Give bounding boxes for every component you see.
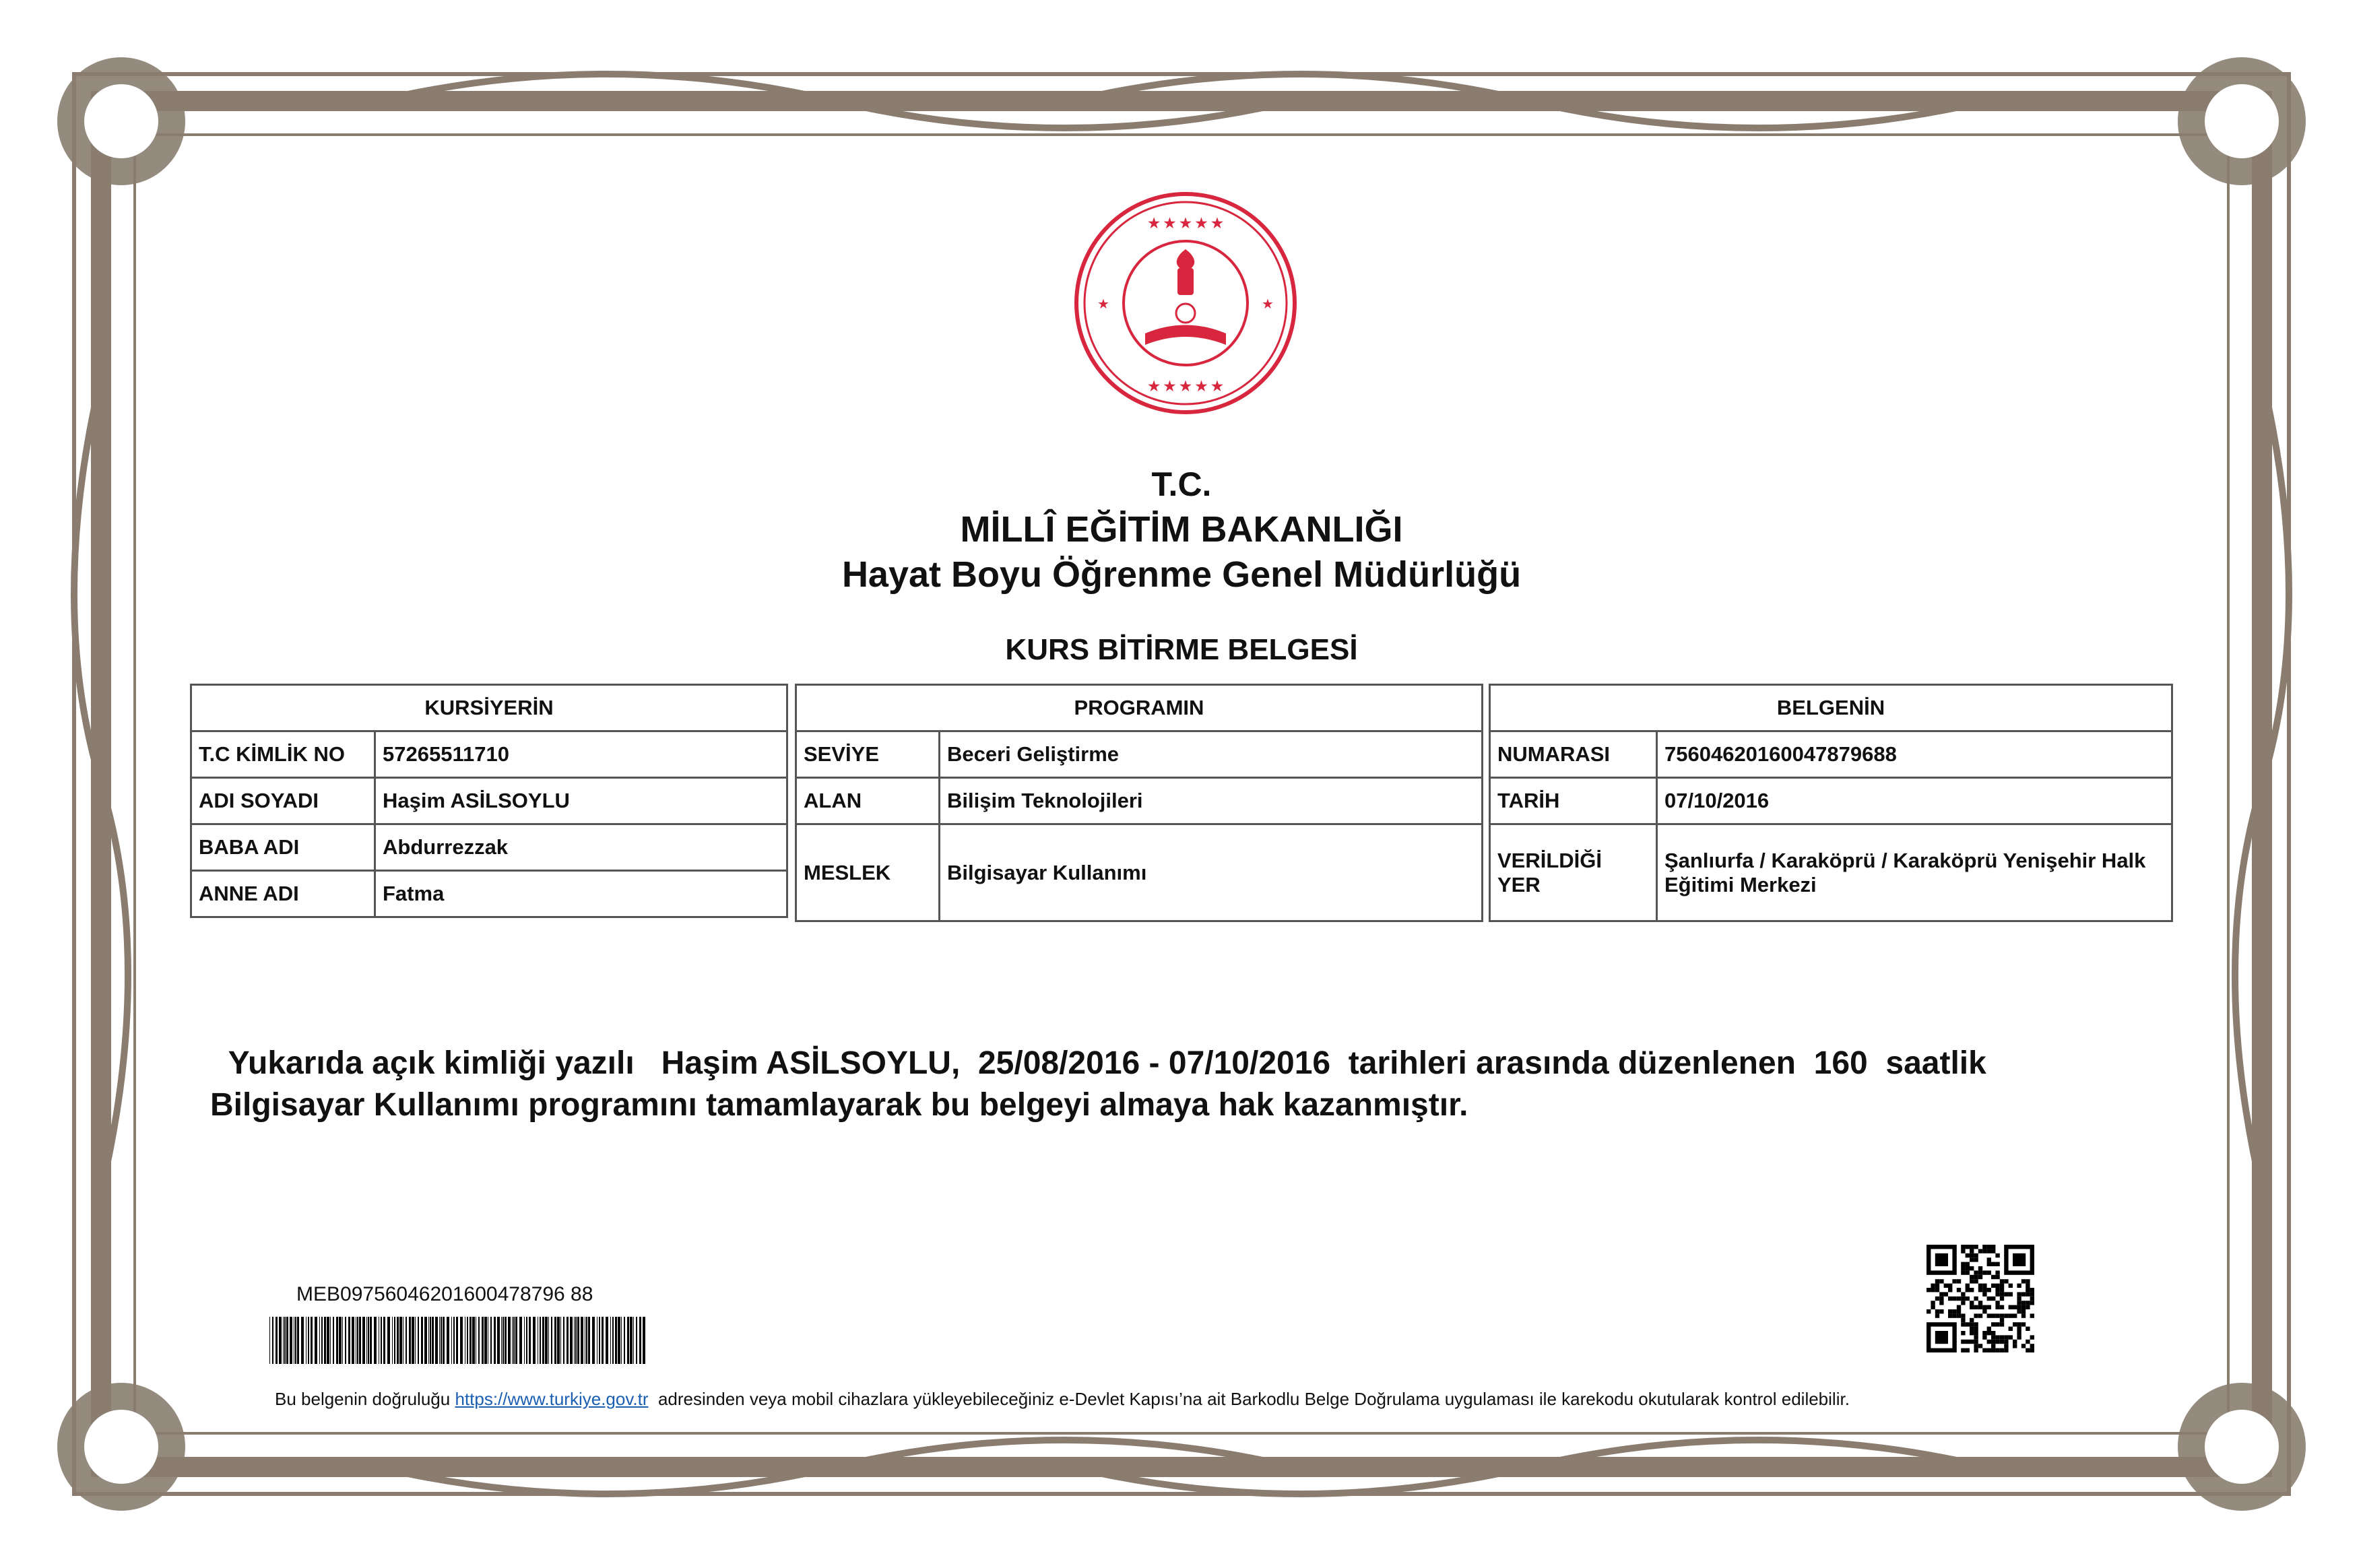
verification-suffix: adresinden veya mobil cihazlara yükleyebileceğiniz e-Devlet Kapısı’na ait Barkodlu Belge Doğrulama uygulaması ile karekodu okutularak kontrol edilebilir. <box>648 1389 1850 1409</box>
certificate-heading: BELGENİN <box>1490 685 2172 731</box>
directorate-name: Hayat Boyu Öğrenme Genel Müdürlüğü <box>841 554 1522 595</box>
level-value: Beceri Geliştirme <box>940 731 1483 778</box>
svg-text:★ ★ ★ ★ ★: ★ ★ ★ ★ ★ <box>1148 379 1223 394</box>
table-row <box>796 778 1483 824</box>
verification-prefix: Bu belgenin doğruluğu <box>275 1389 455 1409</box>
turkiye-gov-link[interactable]: https://www.turkiye.gov.tr <box>455 1389 649 1409</box>
barcode-icon <box>269 1317 647 1364</box>
field-label: VERİLDİĞİ YER <box>1490 824 1657 921</box>
program-table <box>795 684 1483 922</box>
ministry-name: MİLLÎ EĞİTİM BAKANLIĞI <box>960 509 1403 550</box>
svg-text:★: ★ <box>1262 297 1274 312</box>
field-label: NUMARASI <box>1490 731 1657 778</box>
table-row <box>191 824 787 871</box>
tc-id-value: 57265511710 <box>375 731 787 778</box>
certificate-number-value: 75604620160047879688 <box>1657 731 2172 778</box>
svg-text:★ ★ ★ ★ ★: ★ ★ ★ ★ ★ <box>1148 216 1223 231</box>
verification-note <box>275 1389 1850 1410</box>
trainee-table <box>190 684 788 918</box>
table-row <box>191 778 787 824</box>
issued-place-value: Şanlıurfa / Karaköprü / Karaköprü Yenişehir Halk Eğitimi Merkezi <box>1657 824 2172 921</box>
field-value: Bilişim Teknolojileri <box>940 778 1483 824</box>
field-label: ADI SOYADI <box>191 778 375 824</box>
meb-seal-icon <box>1071 189 1300 418</box>
field-label: SEVİYE <box>796 731 940 778</box>
date-value: 07/10/2016 <box>1657 778 2172 824</box>
field-label: ALAN <box>796 778 940 824</box>
table-row <box>191 871 787 917</box>
qr-code-icon <box>1927 1245 2034 1352</box>
father-name-value: Abdurrezzak <box>375 824 787 871</box>
table-row <box>1490 824 2172 921</box>
field-label: T.C KİMLİK NO <box>191 731 375 778</box>
barcode-number: MEB09756046201600478796 88 <box>296 1283 593 1305</box>
name-value: Haşim ASİLSOYLU <box>375 778 787 824</box>
profession-value: Bilgisayar Kullanımı <box>940 824 1483 921</box>
program-heading: PROGRAMIN <box>796 685 1483 731</box>
field-label: BABA ADI <box>191 824 375 871</box>
certificate-table <box>1489 684 2173 922</box>
svg-text:★: ★ <box>1097 297 1109 312</box>
table-row <box>796 731 1483 778</box>
field-label: ANNE ADI <box>191 871 375 917</box>
field-label: TARİH <box>1490 778 1657 824</box>
certificate-statement: Yukarıda açık kimliği yazılı Haşim ASİLSOYLU, 25/08/2016 - 07/10/2016 tarihleri arasında düzenlenen 160 saatlik Bilgisayar Kullanımı programını tamamlayarak bu belgeyi almaya hak kazanmıştır. <box>210 1045 1986 1123</box>
header-tc: T.C. <box>1151 465 1212 503</box>
trainee-heading: KURSİYERİN <box>191 685 787 731</box>
table-row <box>191 731 787 778</box>
mother-name-value: Fatma <box>375 871 787 917</box>
table-row <box>796 824 1483 921</box>
field-label: MESLEK <box>796 824 940 921</box>
document-title: KURS BİTİRME BELGESİ <box>1005 633 1358 666</box>
table-row <box>1490 731 2172 778</box>
table-row <box>1490 778 2172 824</box>
